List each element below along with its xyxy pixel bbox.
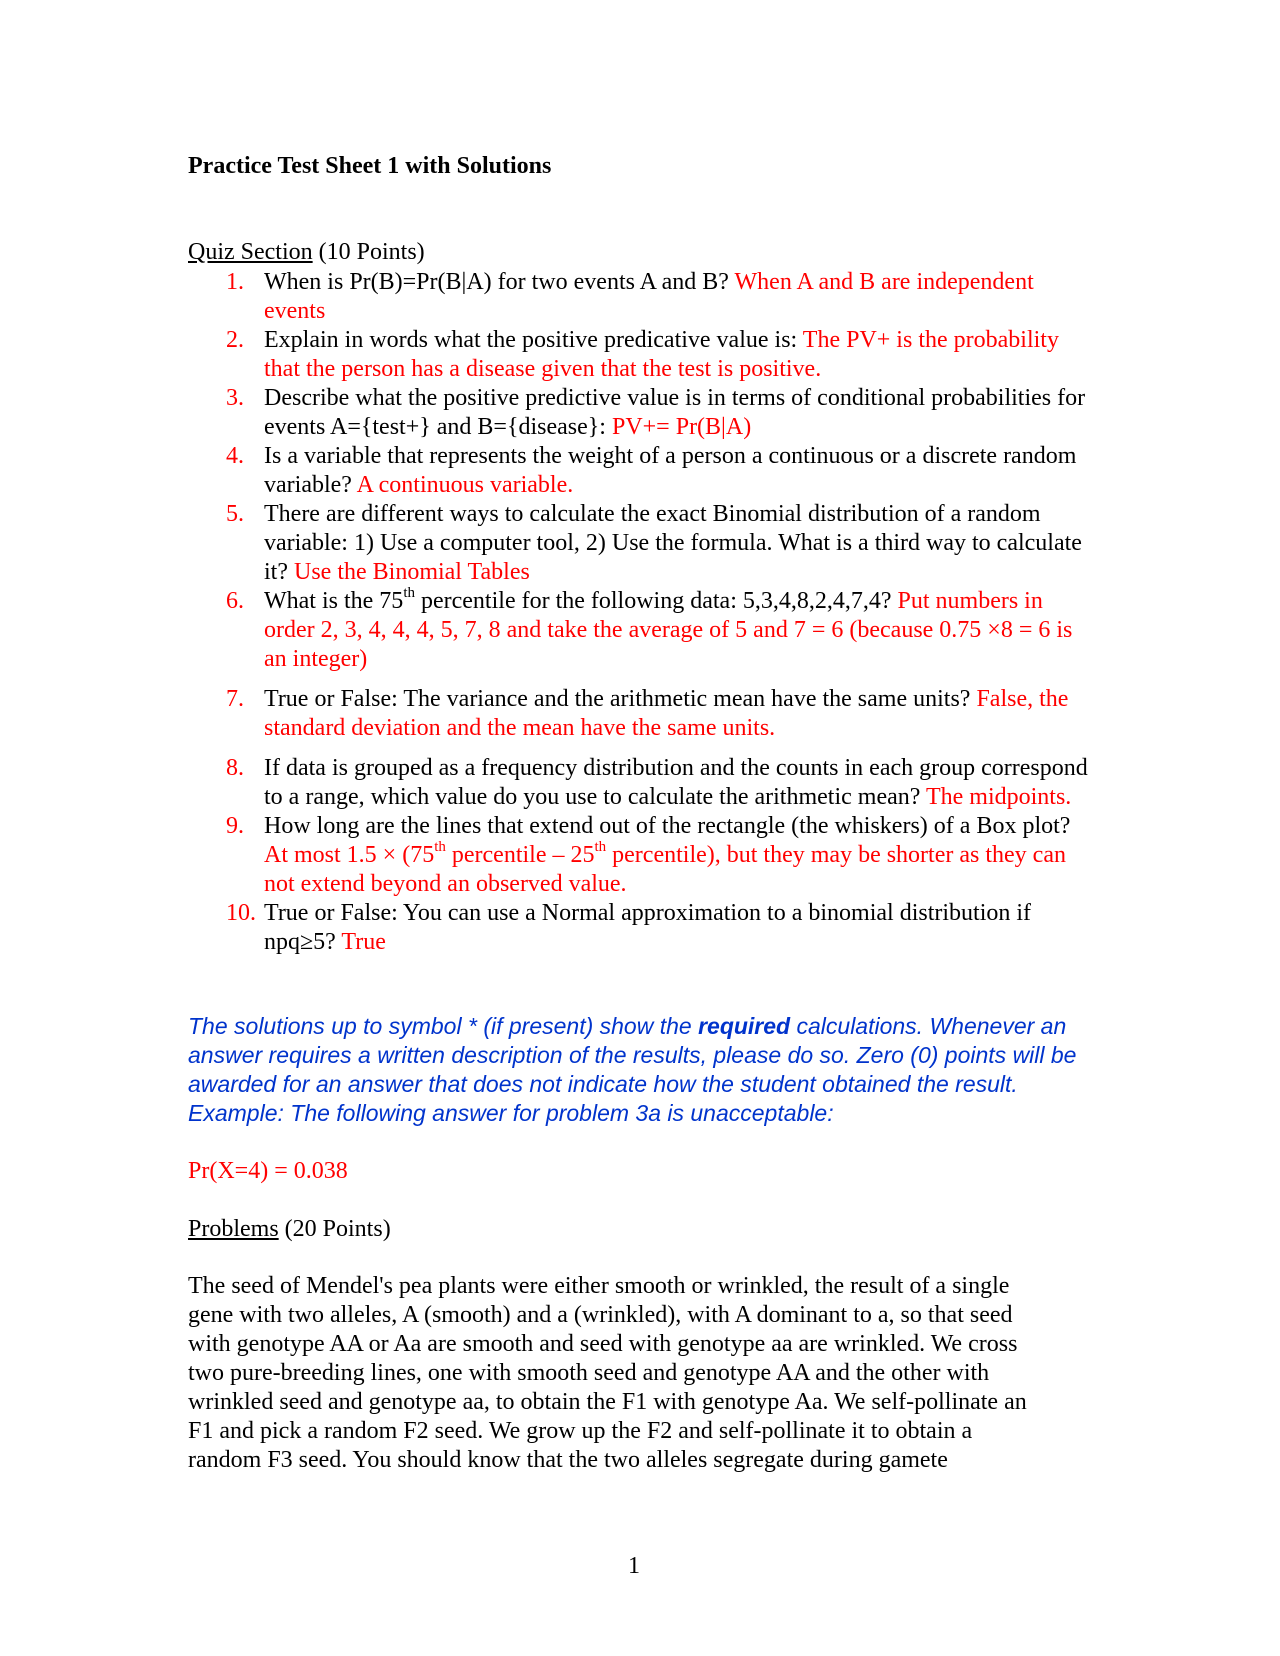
problems-section-points: (20 Points) <box>278 1216 391 1242</box>
quiz-item-number: 4. <box>226 443 244 469</box>
quiz-item-number: 2. <box>226 327 244 353</box>
superscript: th <box>594 839 607 855</box>
quiz-question: True or False: You can use a Normal approximation to a binomial distribution if npq≥5? <box>264 900 1032 955</box>
quiz-item-number: 8. <box>226 755 244 781</box>
quiz-answer: A continuous variable. <box>356 472 574 498</box>
quiz-item <box>188 442 1088 500</box>
quiz-question: When is Pr(B)=Pr(B|A) for two events A and B? <box>264 269 735 295</box>
paragraph-line: gene with two alleles, A (smooth) and a (wrinkled), with A dominant to a, so that seed <box>188 1302 1013 1328</box>
quiz-question: There are different ways to calculate the exact Binomial distribution of a random variable: 1) Use a computer tool, 2) Use the formula. What is a third way to calculate it? <box>264 501 1082 585</box>
unacceptable-example: Pr(X=4) = 0.038 <box>188 1158 348 1184</box>
paragraph-line: The seed of Mendel's pea plants were either smooth or wrinkled, the result of a single <box>188 1273 1010 1299</box>
problems-section-heading <box>188 1215 391 1244</box>
quiz-item <box>188 384 1088 442</box>
quiz-answer: False, the standard deviation and the mean have the same units. <box>264 686 1069 741</box>
paragraph-line: random F3 seed. You should know that the two alleles segregate during gamete <box>188 1447 948 1473</box>
quiz-item <box>188 685 1088 743</box>
quiz-item <box>188 587 1088 674</box>
paragraph-line: with genotype AA or Aa are smooth and seed with genotype aa are wrinkled. We cross <box>188 1331 1018 1357</box>
quiz-question-text: percentile for the following data: 5,3,4,8,2,4,7,4? <box>414 588 898 614</box>
quiz-item-number: 7. <box>226 686 244 712</box>
quiz-item-number: 10. <box>226 900 256 926</box>
paragraph-line: two pure-breeding lines, one with smooth seed and genotype AA and the other with <box>188 1360 990 1386</box>
quiz-item <box>188 899 1088 957</box>
quiz-item-number: 1. <box>226 269 244 295</box>
quiz-item <box>188 268 1088 326</box>
quiz-answer-text: percentile – 25 <box>445 842 595 868</box>
page-title: Practice Test Sheet 1 with Solutions <box>188 153 552 179</box>
quiz-item-number: 5. <box>226 501 244 527</box>
quiz-answer-text: At most 1.5 × (75 <box>264 842 435 868</box>
quiz-answer: When A and B are independent events <box>264 269 1034 324</box>
quiz-question: Is a variable that represents the weight of a person a continuous or a discrete random variable? <box>264 443 1077 498</box>
superscript: th <box>403 585 415 601</box>
quiz-item <box>188 326 1088 384</box>
quiz-item-number: 9. <box>226 813 244 839</box>
quiz-question: Describe what the positive predictive value is in terms of conditional probabilities for events A={test+} and B={disease}: <box>264 385 1086 440</box>
note-text: The solutions up to symbol * (if present) show the <box>188 1013 699 1039</box>
quiz-answer: True <box>341 929 386 955</box>
note-emphasis: required <box>698 1013 791 1039</box>
quiz-question-text: What is the 75 <box>264 588 404 614</box>
quiz-question <box>264 585 898 614</box>
quiz-section-points: (10 Points) <box>312 239 425 265</box>
quiz-question: True or False: The variance and the arithmetic mean have the same units? <box>264 686 977 712</box>
note-text: calculations. Whenever an answer requires a written description of the results, please do so. Zero (0) points will be awarded for an answer that does not indicate how the student obtained the result. Example: The following answer for problem 3a is unacceptable: <box>188 1013 1077 1126</box>
instructions-note <box>188 1012 1088 1128</box>
quiz-item <box>188 754 1088 812</box>
quiz-item <box>188 812 1088 899</box>
quiz-answer: Put numbers in order 2, 3, 4, 4, 4, 5, 7, 8 and take the average of 5 and 7 = 6 (because 0.75 ×8 = 6 is an integer) <box>264 588 1073 672</box>
quiz-question: If data is grouped as a frequency distribution and the counts in each group correspond to a range, which value do you use to calculate the arithmetic mean? <box>264 755 1088 810</box>
quiz-question: How long are the lines that extend out of the rectangle (the whiskers) of a Box plot? <box>264 813 1071 839</box>
quiz-list <box>188 268 1088 957</box>
quiz-question: Explain in words what the positive predicative value is: <box>264 327 803 353</box>
quiz-answer: The midpoints. <box>925 784 1072 810</box>
page-number: 1 <box>628 1553 640 1579</box>
quiz-item-number: 3. <box>226 385 244 411</box>
paragraph-line: wrinkled seed and genotype aa, to obtain the F1 with genotype Aa. We self-pollinate an <box>188 1389 1027 1415</box>
problem-paragraph <box>188 1272 1088 1475</box>
quiz-answer: Use the Binomial Tables <box>294 559 530 585</box>
quiz-answer: The PV+ is the probability that the person has a disease given that the test is positive. <box>264 327 1059 382</box>
quiz-item <box>188 500 1088 587</box>
problems-section-label: Problems <box>188 1216 279 1242</box>
quiz-answer-text: percentile), but they may be shorter as they can not extend beyond an observed value. <box>264 842 1066 897</box>
quiz-section-label: Quiz Section <box>188 239 313 265</box>
superscript: th <box>434 839 446 855</box>
quiz-answer: PV+= Pr(B|A) <box>611 414 752 440</box>
quiz-section-heading <box>188 238 425 267</box>
quiz-item-number: 6. <box>226 588 244 614</box>
quiz-answer <box>264 839 1066 897</box>
paragraph-line: F1 and pick a random F2 seed. We grow up the F2 and self-pollinate it to obtain a <box>188 1418 973 1444</box>
